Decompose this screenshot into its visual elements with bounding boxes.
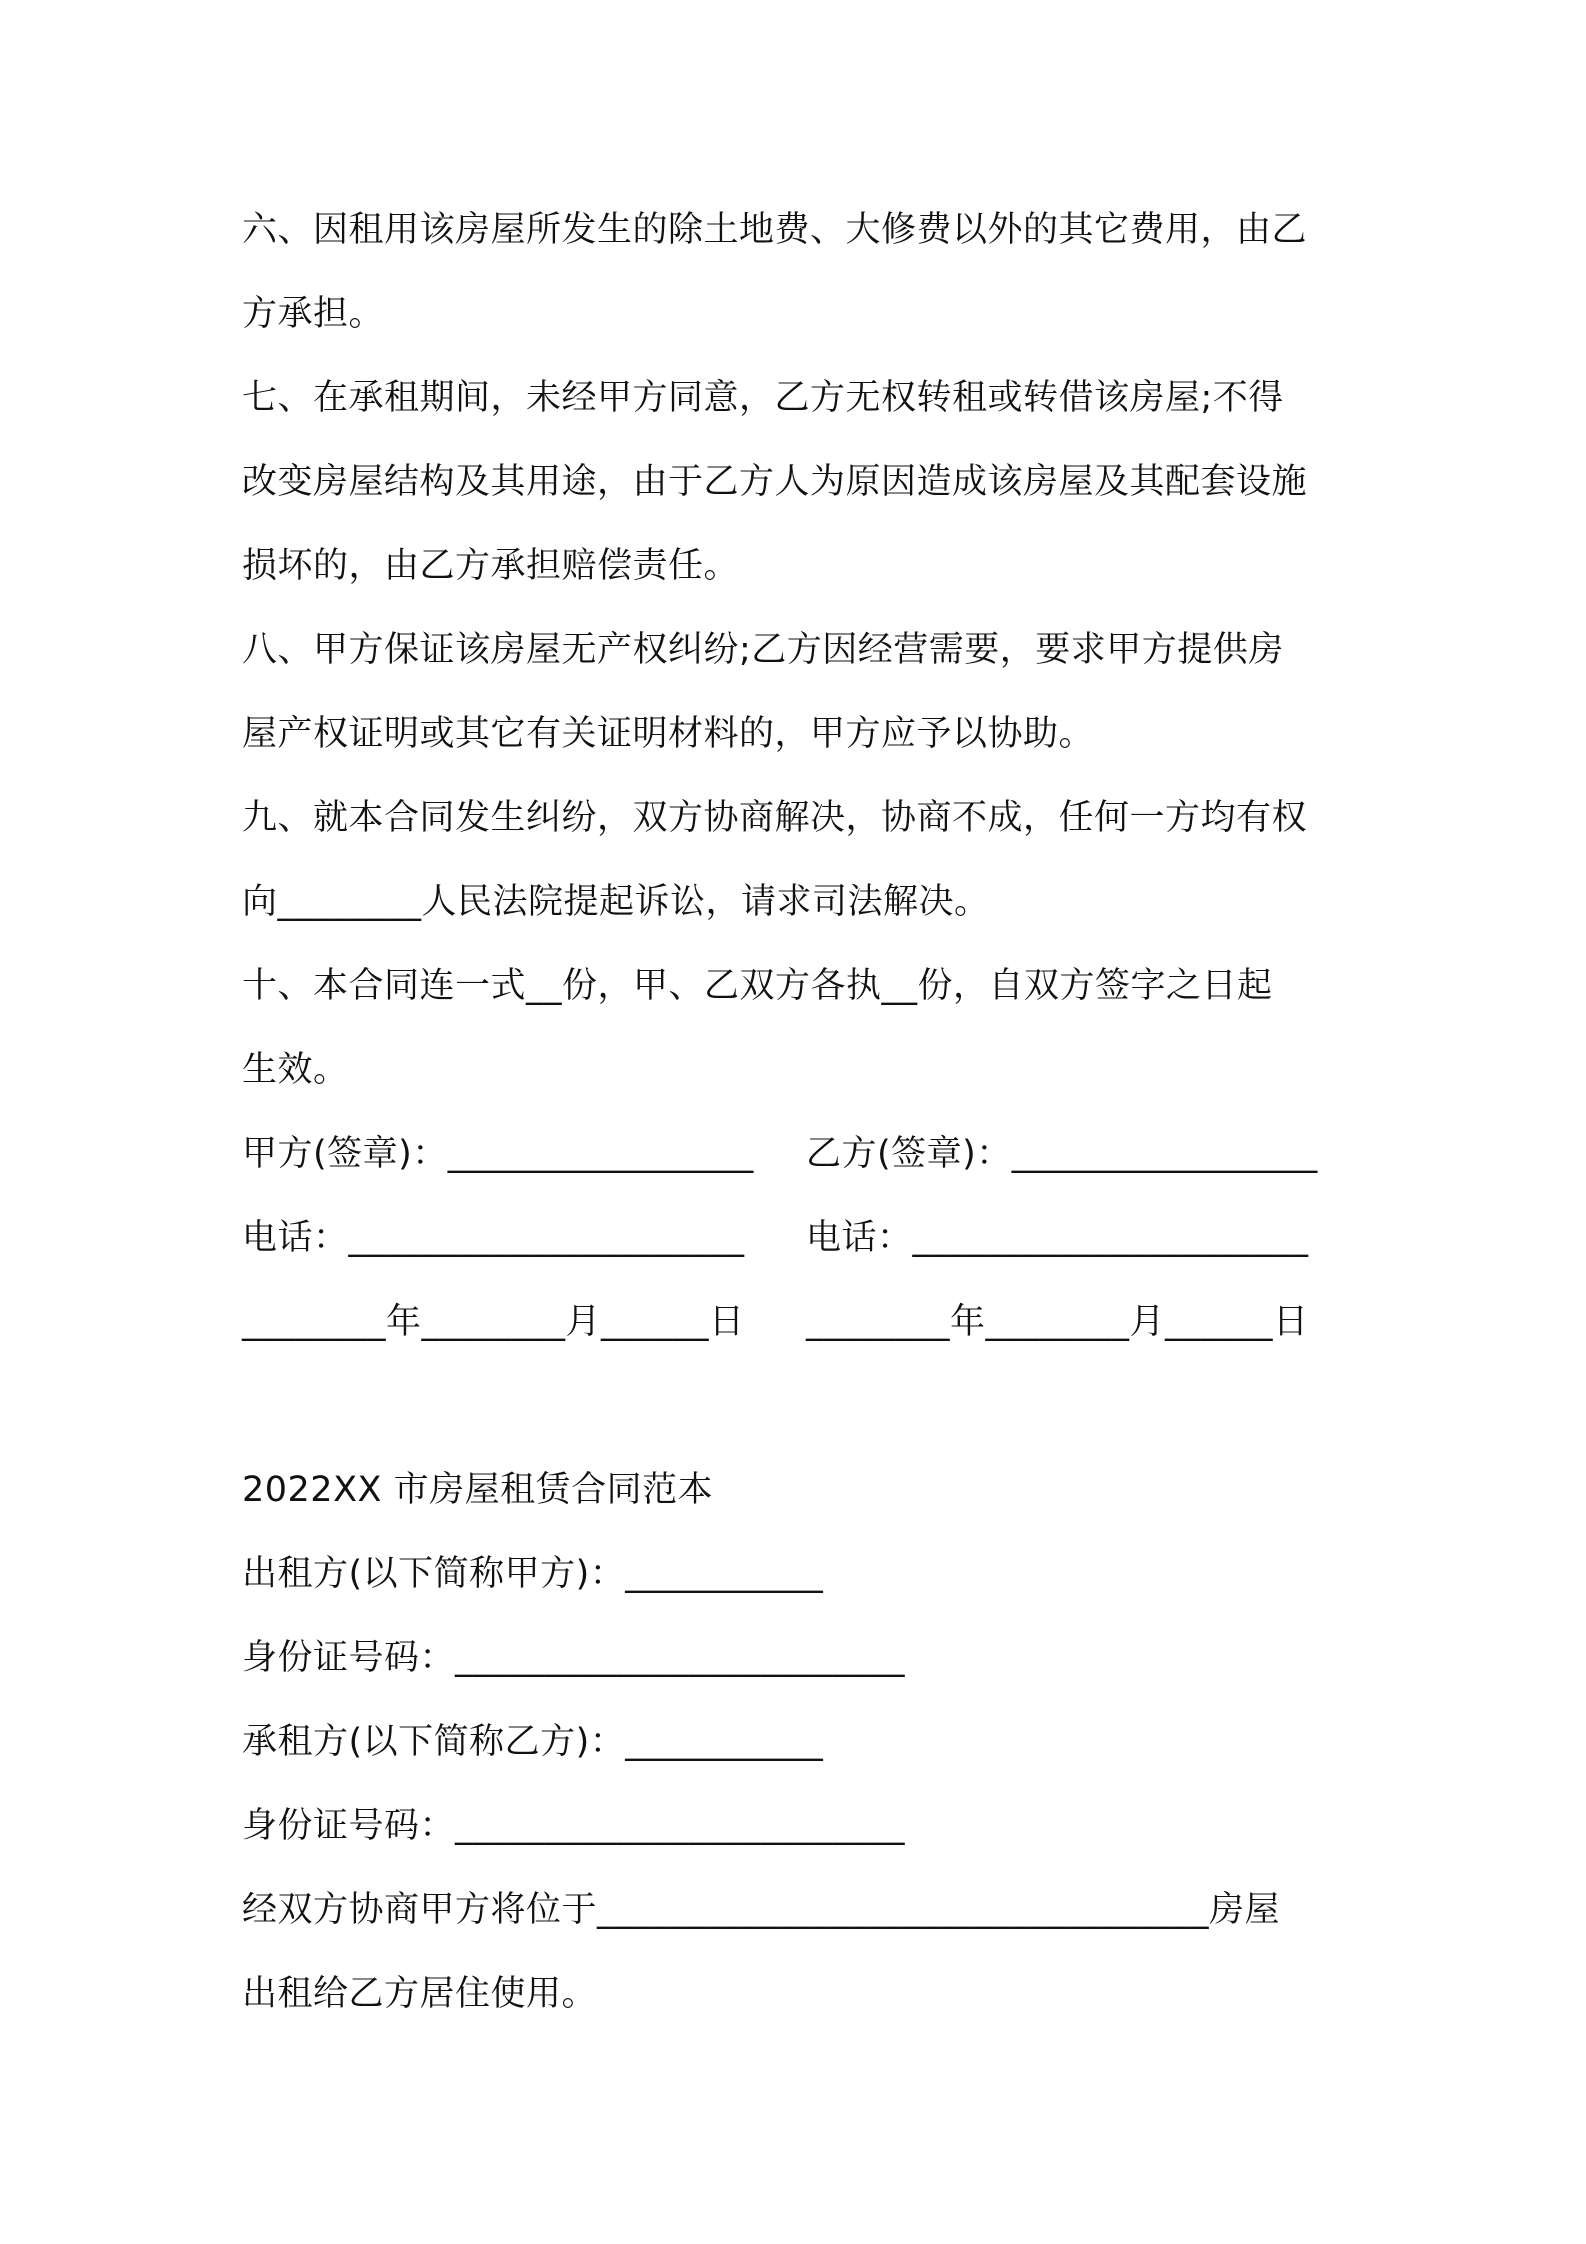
party-a-signature: 甲方(签章)：_________________: [242, 1134, 754, 1174]
clause-seven-line-3: 损坏的，由乙方承担赔偿责任。: [242, 546, 740, 586]
party-b-date: ________年________月______日: [806, 1302, 1309, 1342]
lessee-line: 承租方(以下简称乙方)：___________: [242, 1722, 824, 1762]
clause-nine-line-2: 向________人民法院提起诉讼，请求司法解决。: [242, 882, 990, 922]
premises-line-1: 经双方协商甲方将位于__________________________________房屋: [242, 1890, 1281, 1930]
clause-seven-line-1: 七、在承租期间，未经甲方同意，乙方无权转租或转借该房屋;不得: [242, 378, 1284, 418]
contract-title: 2022XX 市房屋租赁合同范本: [242, 1470, 714, 1510]
clause-seven-line-2: 改变房屋结构及其用途，由于乙方人为原因造成该房屋及其配套设施: [242, 462, 1308, 502]
clause-eight-line-2: 屋产权证明或其它有关证明材料的，甲方应予以协助。: [242, 714, 1095, 754]
clause-ten-line-2: 生效。: [242, 1050, 349, 1090]
clause-six-line-1: 六、因租用该房屋所发生的除土地费、大修费以外的其它费用，由乙: [242, 210, 1308, 250]
lessor-id-line: 身份证号码：_________________________: [242, 1638, 906, 1678]
clause-six-line-2: 方承担。: [242, 294, 385, 334]
party-b-signature: 乙方(签章)：_________________: [806, 1134, 1318, 1174]
lessor-line: 出租方(以下简称甲方)：___________: [242, 1554, 824, 1594]
premises-line-2: 出租给乙方居住使用。: [242, 1974, 598, 2014]
clause-ten-line-1: 十、本合同连一式__份，甲、乙双方各执__份，自双方签字之日起: [242, 966, 1273, 1006]
party-b-phone: 电话：______________________: [806, 1218, 1309, 1258]
clause-nine-line-1: 九、就本合同发生纠纷，双方协商解决，协商不成，任何一方均有权: [242, 798, 1308, 838]
lessee-id-line: 身份证号码：_________________________: [242, 1806, 906, 1846]
party-a-phone: 电话：______________________: [242, 1218, 745, 1258]
clause-eight-line-1: 八、甲方保证该房屋无产权纠纷;乙方因经营需要，要求甲方提供房: [242, 630, 1284, 670]
party-a-date: ________年________月______日: [242, 1302, 745, 1342]
